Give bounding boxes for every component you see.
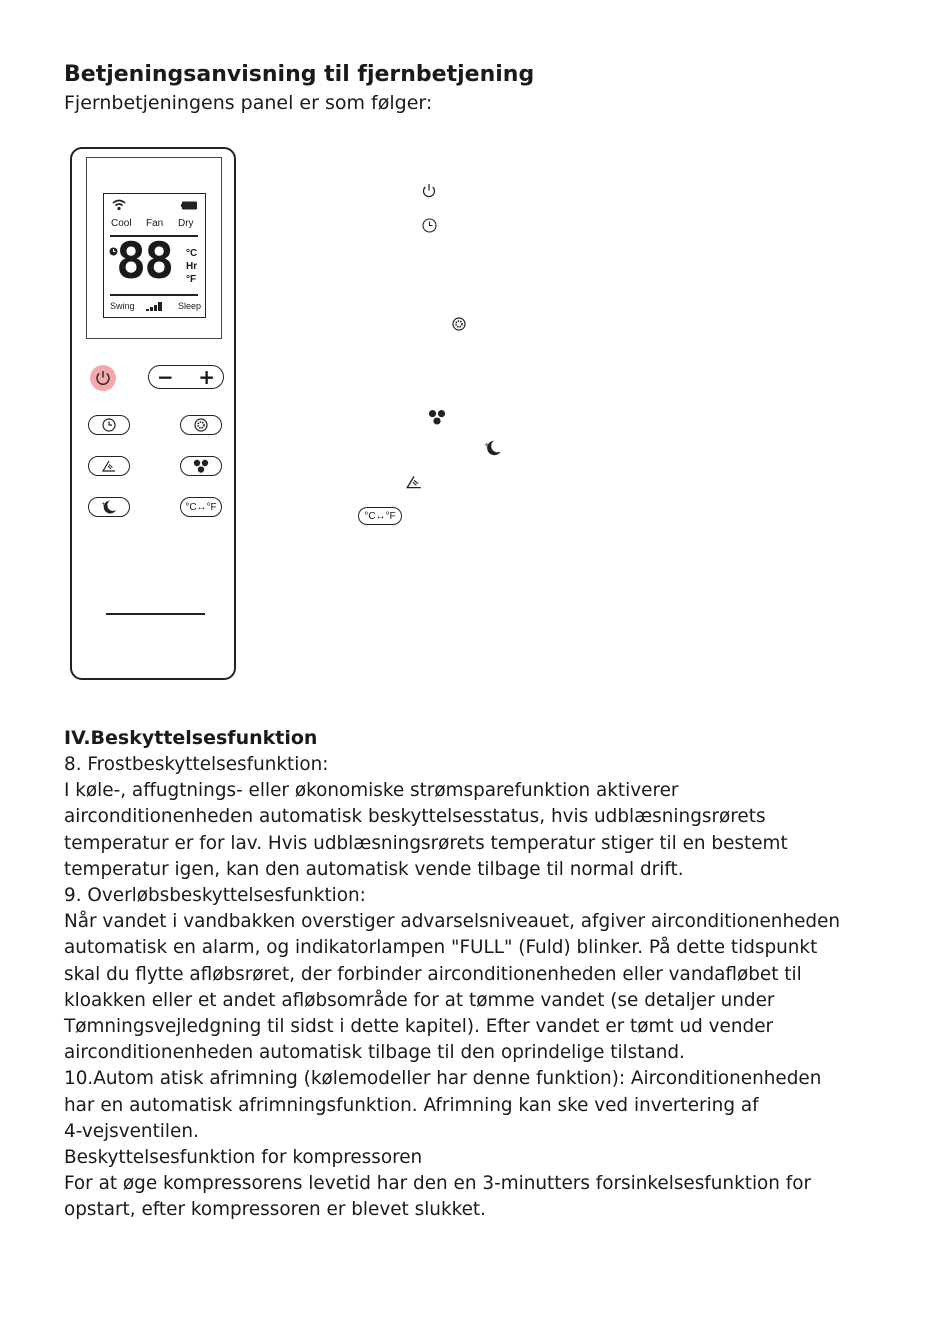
battery-icon <box>181 201 198 210</box>
lcd-sleep: Sleep <box>178 301 202 311</box>
power-icon <box>94 369 112 387</box>
body-line: airconditionenheden automatisk beskyttelsesstatus, hvis udblæsningsrørets <box>64 806 766 828</box>
body-line: har en automatisk afrimningsfunktion. Afrimning kan ske ved invertering af <box>64 1094 759 1116</box>
body-line: automatisk en alarm, og indikatorlampen "FULL" (Fuld) blinker. På dette tidspunkt <box>64 937 818 959</box>
temperature-adjust-button[interactable] <box>148 365 224 389</box>
body-line: temperatur er for lav. Hvis udblæsningsrørets temperatur stiger til en bestemt <box>64 832 788 854</box>
legend-mode <box>450 315 468 333</box>
lcd-divider-bottom <box>110 294 198 296</box>
timer-button[interactable] <box>88 415 130 435</box>
body-line: 10.Autom atisk afrimning (kølemodeller har denne funktion): Airconditionenheden <box>64 1068 822 1090</box>
body-line: Tømningsvejledgning til sidst i dette kapitel). Efter vandet er tømt ud vender <box>64 1016 774 1038</box>
sleep-icon <box>483 439 503 457</box>
temperature-unit-button[interactable] <box>180 497 222 517</box>
body-line: kloakken eller et andet afløbsområde for at tømme vandet (se detaljer under <box>64 989 775 1011</box>
svg-text:+: + <box>484 440 490 449</box>
lcd-unit-c: °C <box>186 248 198 259</box>
swing-button[interactable] <box>88 456 130 476</box>
sleep-icon <box>100 499 118 515</box>
mode-button[interactable] <box>180 415 222 435</box>
swing-icon <box>405 474 423 490</box>
timer-icon <box>422 218 437 233</box>
temperature-unit-icon: °C↔°F <box>364 510 396 522</box>
power-icon <box>421 183 437 199</box>
legend-temperature-unit <box>358 507 402 525</box>
body-line: I køle-, affugtnings- eller økonomiske strømsparefunktion aktiverer <box>64 780 679 802</box>
timer-icon <box>102 418 116 432</box>
body-line: airconditionenheden automatisk tilbage til den oprindelige tilstand. <box>64 1042 685 1064</box>
lcd-swing: Swing <box>110 301 135 311</box>
section-title: IV.Beskyttelsesfunktion <box>64 727 318 749</box>
lcd-digits: 88 <box>116 232 173 290</box>
legend-power <box>420 182 438 200</box>
swing-icon <box>101 459 117 473</box>
lcd-mode-cool: Cool <box>111 218 132 229</box>
legend-swing <box>403 473 425 491</box>
remote-bottom-line <box>106 613 205 615</box>
lcd-unit-f: °F <box>186 274 197 285</box>
body-line: Når vandet i vandbakken overstiger advarselsniveauet, afgiver airconditionenheden <box>64 911 841 933</box>
body-line: For at øge kompressorens levetid har den en 3-minutters forsinkelsesfunktion for <box>64 1173 812 1195</box>
wifi-icon <box>112 199 126 211</box>
legend-sleep <box>482 438 504 458</box>
power-button[interactable] <box>90 365 116 391</box>
body-line: temperatur igen, kan den automatisk vende tilbage til normal drift. <box>64 858 684 880</box>
body-line: 8. Frostbeskyttelsesfunktion: <box>64 754 329 775</box>
page-title: Betjeningsanvisning til fjernbetjening <box>64 62 535 87</box>
page-subtitle: Fjernbetjeningens panel er som følger: <box>64 92 433 114</box>
temperature-unit-icon: °C↔°F <box>185 501 217 513</box>
fan-speed-button[interactable] <box>180 456 222 476</box>
body-line: 4-vejsventilen. <box>64 1120 199 1142</box>
body-line: opstart, efter kompressoren er blevet slukket. <box>64 1199 486 1221</box>
svg-text:+: + <box>101 501 107 508</box>
body-line: Beskyttelsesfunktion for kompressoren <box>64 1147 423 1169</box>
minus-button[interactable]: − <box>157 365 174 389</box>
lcd-unit-hr: Hr <box>186 261 198 272</box>
lcd-mode-fan: Fan <box>146 218 164 229</box>
lcd-mode-dry: Dry <box>178 218 194 229</box>
section-body <box>64 752 884 1224</box>
sleep-button[interactable] <box>88 497 130 517</box>
fan-icon <box>428 409 446 425</box>
settings-icon <box>452 317 466 331</box>
signal-bars-icon <box>146 302 163 311</box>
settings-icon <box>194 418 208 432</box>
legend-fan <box>427 408 447 426</box>
legend-timer <box>420 216 438 234</box>
body-line: skal du flytte afløbsrøret, der forbinder airconditionenheden eller vandafløbet til <box>64 963 802 985</box>
body-line: 9. Overløbsbeskyttelsesfunktion: <box>64 885 366 907</box>
plus-button[interactable]: + <box>198 365 215 389</box>
fan-icon <box>193 459 209 473</box>
